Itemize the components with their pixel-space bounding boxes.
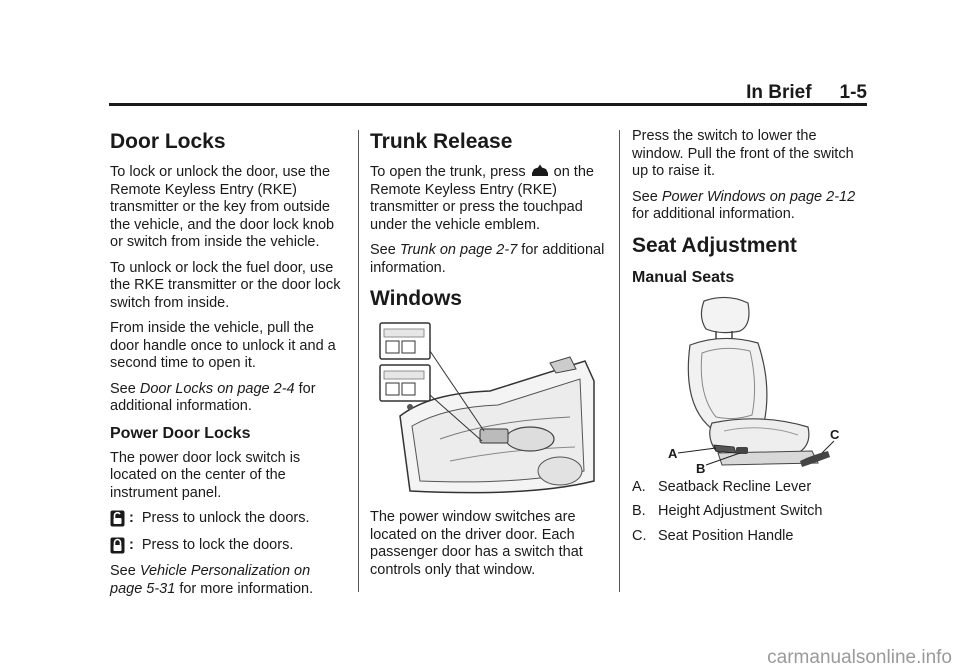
door-locks-heading: Door Locks <box>110 130 226 153</box>
cross-reference: See Trunk on page 2-7 for additional information. <box>370 242 605 276</box>
list-item: C. Seat Position Handle <box>632 527 794 544</box>
paragraph: To open the trunk, press on the Remote Keyless Entry (RKE) transmitter or press the touchpad under the vehicle emblem. <box>370 164 594 233</box>
column-2 <box>370 120 610 587</box>
unlock-icon <box>110 510 125 527</box>
column-3 <box>632 120 872 552</box>
seat-adjustment-heading: Seat Adjustment <box>632 233 797 257</box>
unlock-instruction: : Press to unlock the doors. <box>110 510 346 528</box>
column-divider <box>619 130 620 592</box>
paragraph: Press the switch to lower the window. Pull the front of the switch up to raise it. <box>632 128 854 179</box>
reference-link[interactable]: Vehicle Personalization on page 5-31 <box>110 563 311 597</box>
windows-heading: Windows <box>370 287 462 310</box>
list-item: B. Height Adjustment Switch <box>632 503 823 519</box>
lock-instruction: : Press to lock the doors. <box>110 537 346 555</box>
cross-reference: See Door Locks on page 2-4 for additional information. <box>110 380 316 414</box>
page-number: 1-5 <box>839 82 867 103</box>
page-header <box>109 78 867 104</box>
cross-reference: See Vehicle Personalization on page 5-31 for more information. <box>110 563 314 597</box>
paragraph: To unlock or lock the fuel door, use the RKE transmitter or the door lock switch from inside. <box>110 259 341 311</box>
watermark: carmanualsonline.info <box>767 647 952 668</box>
callout-b: B <box>696 460 706 473</box>
list-item: A. Seatback Recline Lever <box>632 478 812 495</box>
lock-icon <box>110 537 125 554</box>
figure-caption: The power window switches are located on the driver door. Each passenger door has a switch that controls only that window. <box>370 509 583 578</box>
column-1 <box>110 120 346 606</box>
callout-c: C <box>830 426 840 442</box>
paragraph: To lock or unlock the door, use the Remote Keyless Entry (RKE) transmitter or the key from outside the vehicle, and the door lock knob or switch from inside the vehicle. <box>110 164 335 250</box>
reference-link[interactable]: Trunk on page 2-7 <box>399 242 518 258</box>
trunk-icon <box>531 164 549 178</box>
reference-link[interactable]: Power Windows on page 2-12 <box>661 188 856 205</box>
manual-seats-heading: Manual Seats <box>632 268 735 286</box>
reference-link[interactable]: Door Locks on page 2-4 <box>139 380 295 397</box>
column-divider <box>358 130 359 592</box>
trunk-release-heading: Trunk Release <box>370 130 513 153</box>
section-title: In Brief <box>746 82 812 103</box>
paragraph: The power door lock switch is located on the center of the instrument panel. <box>110 449 301 501</box>
seat-controls-list <box>632 479 872 546</box>
cross-reference: See Power Windows on page 2-12 for additional information. <box>632 188 856 222</box>
seat-illustration <box>632 295 872 473</box>
callout-a: A <box>668 445 678 461</box>
power-door-locks-heading: Power Door Locks <box>110 424 251 442</box>
header-rule <box>109 103 867 106</box>
door-switch-illustration <box>370 321 604 497</box>
paragraph: From inside the vehicle, pull the door handle once to unlock it and a second time to open it. <box>110 320 336 371</box>
